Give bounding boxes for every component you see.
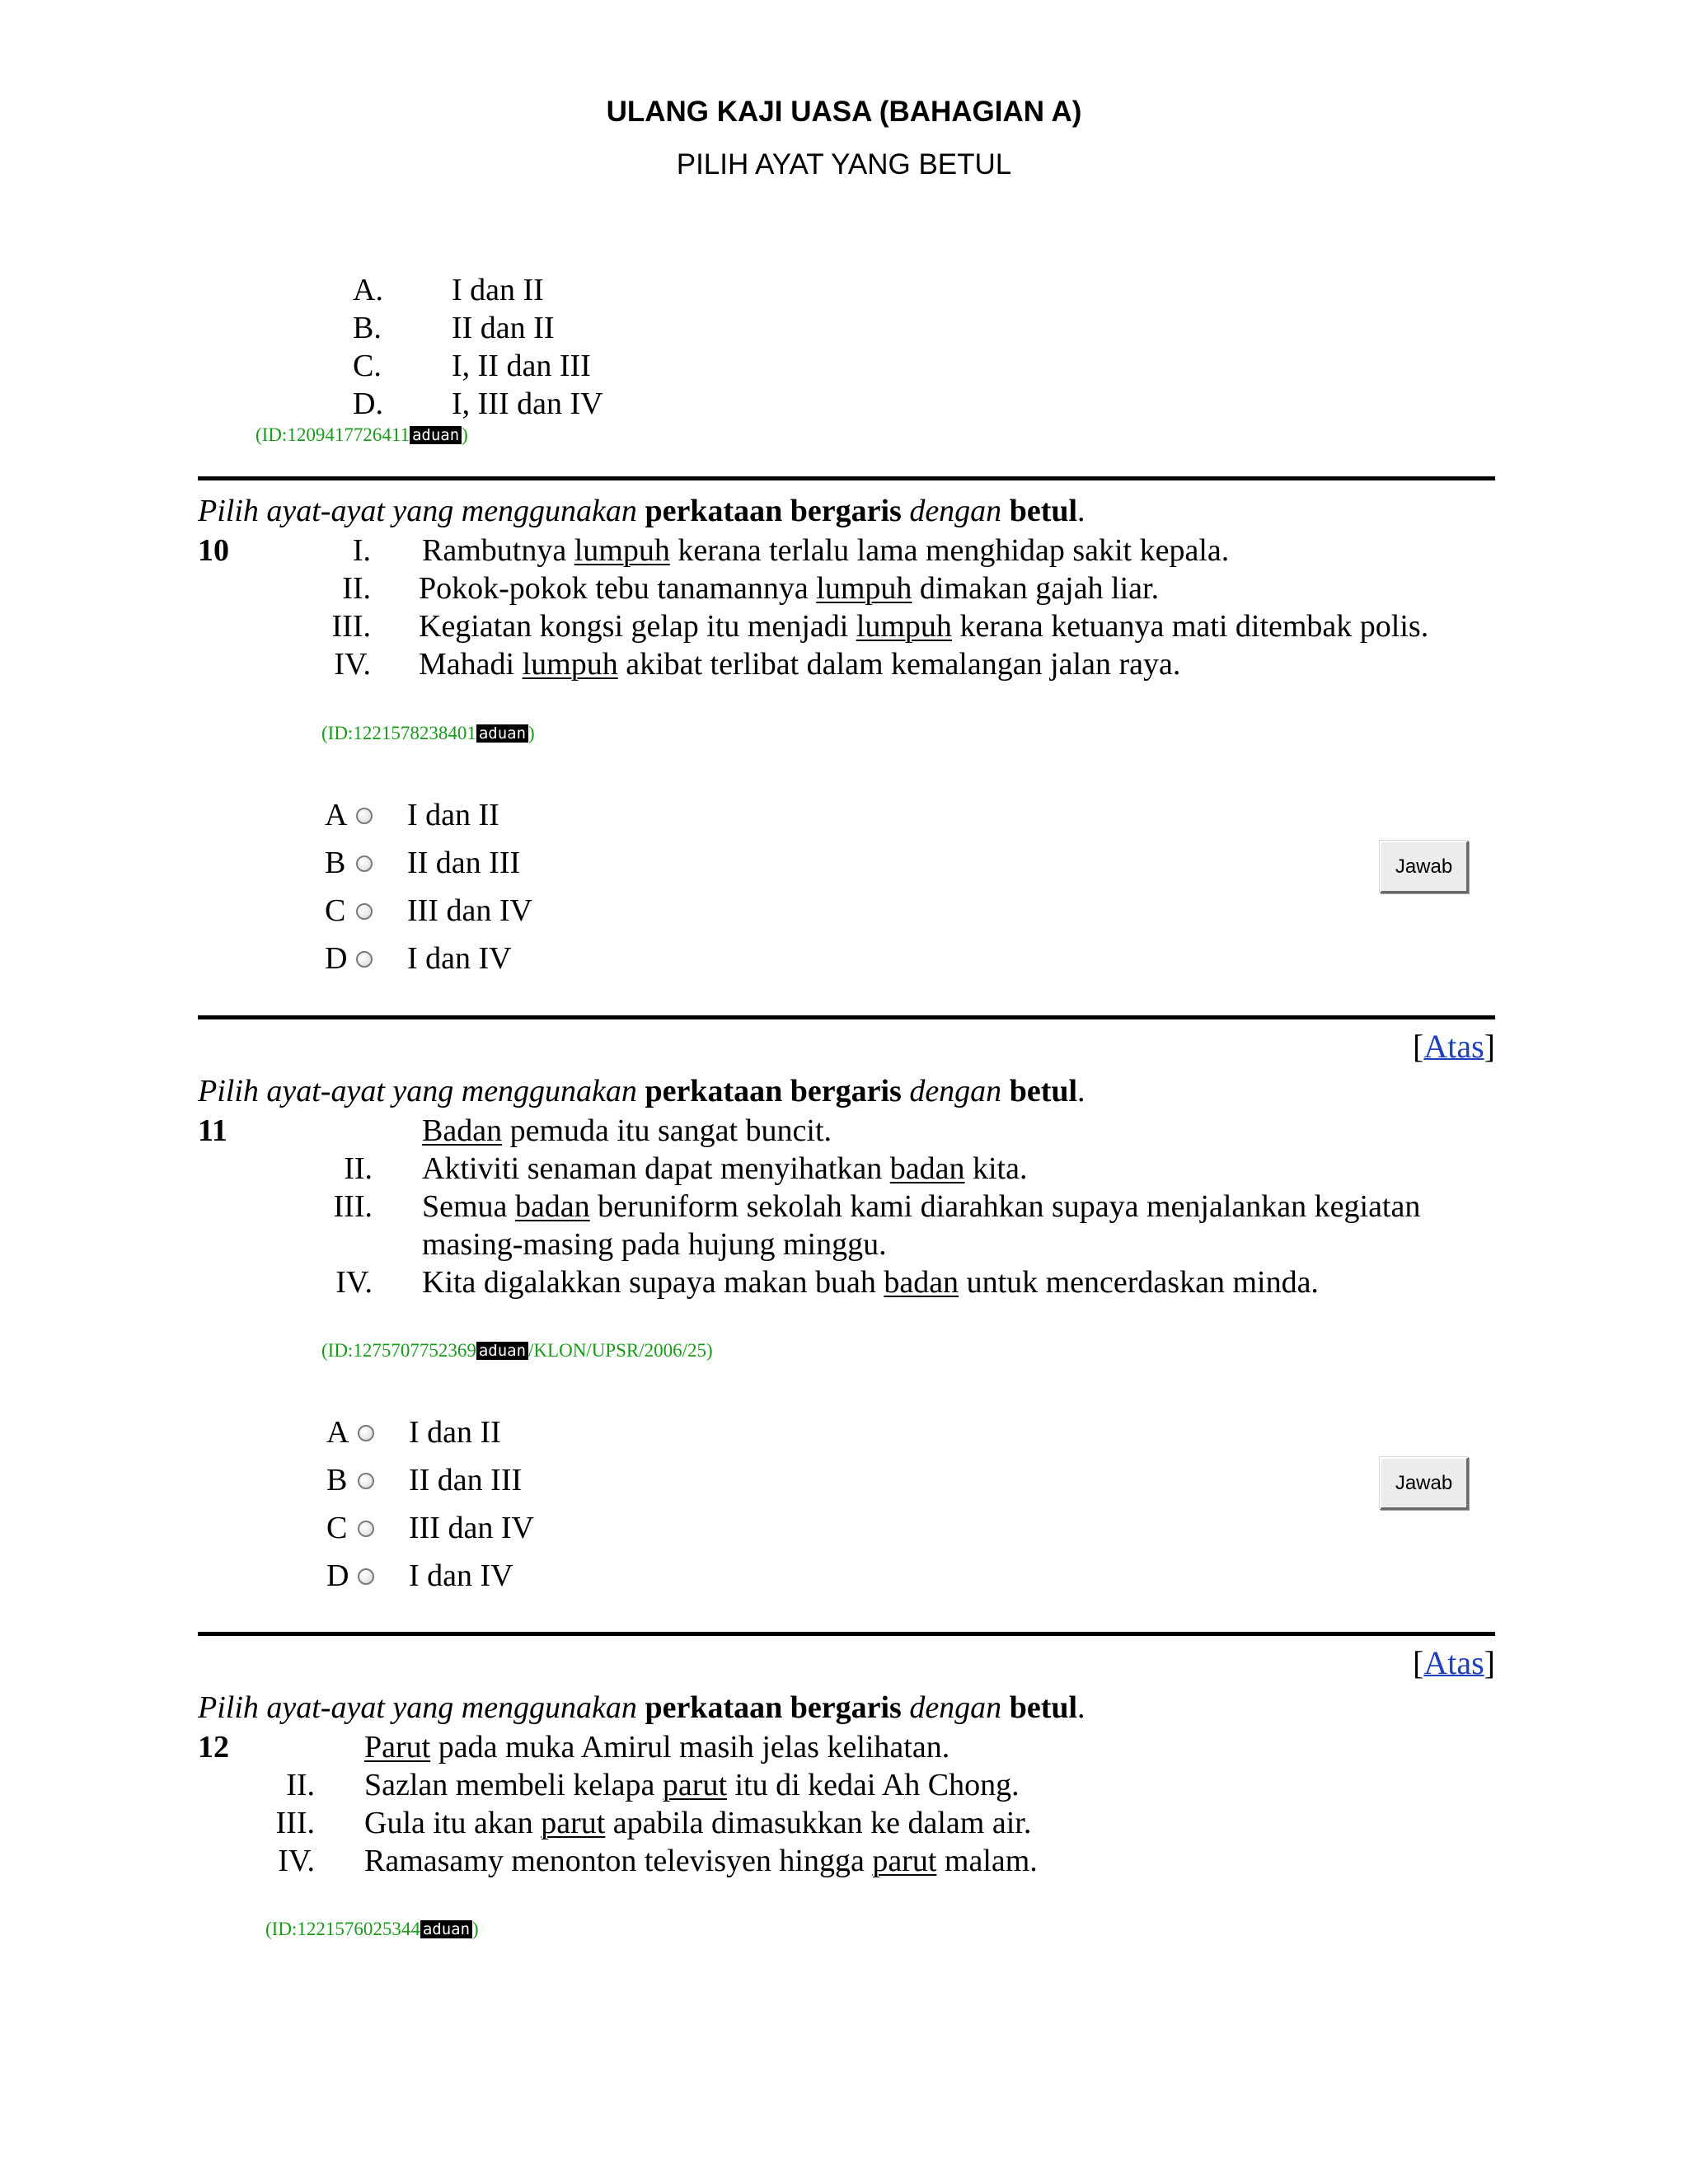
option-text: I dan II <box>407 798 499 832</box>
option-text: III dan IV <box>409 1511 534 1545</box>
roman-numeral: III. <box>331 609 371 644</box>
roman-numeral: I. <box>352 533 371 568</box>
page-title: ULANG KAJI UASA (BAHAGIAN A) <box>606 96 1082 128</box>
option-text: I dan II <box>409 1415 501 1450</box>
option-letter: D <box>326 1558 349 1593</box>
option-text: III dan IV <box>407 893 532 928</box>
atas-link-wrapper: [Atas] <box>1413 1028 1495 1065</box>
roman-numeral: IV. <box>278 1844 315 1878</box>
option-a-radio[interactable] <box>358 1425 374 1441</box>
question-id: (ID:1209417726411 aduan ) <box>256 424 468 445</box>
roman-numeral: IV. <box>335 1265 373 1300</box>
option-letter: C <box>325 893 346 928</box>
option-text: II dan III <box>409 1463 523 1497</box>
aduan-link[interactable]: aduan <box>476 724 528 743</box>
prev-option-letter: A. <box>353 273 383 307</box>
option-text: I dan IV <box>409 1558 513 1593</box>
atas-link-wrapper: [Atas] <box>1413 1644 1495 1681</box>
option-c-radio[interactable] <box>358 1521 374 1537</box>
option-b-radio[interactable] <box>356 855 373 872</box>
atas-link[interactable]: Atas <box>1423 1028 1484 1065</box>
sentence: Semua badan beruniform sekolah kami diarahkan supaya menjalankan kegiatan <box>422 1189 1421 1224</box>
sentence: Rambutnya lumpuh kerana terlalu lama menghidap sakit kepala. <box>422 533 1230 568</box>
sentence: Mahadi lumpuh akibat terlibat dalam kemalangan jalan raya. <box>419 647 1181 682</box>
atas-link[interactable]: Atas <box>1423 1644 1484 1681</box>
section-divider <box>198 476 1495 480</box>
question-number: 11 <box>198 1113 227 1148</box>
option-letter: B <box>325 846 346 880</box>
roman-numeral: II. <box>344 1151 373 1186</box>
option-letter: C <box>326 1511 348 1545</box>
section-divider <box>198 1015 1495 1019</box>
page-subtitle: PILIH AYAT YANG BETUL <box>676 148 1012 180</box>
sentence: Pokok-pokok tebu tanamannya lumpuh dimakan gajah liar. <box>419 571 1160 606</box>
prev-option-text: I, II dan III <box>452 349 591 383</box>
aduan-link[interactable]: aduan <box>420 1920 472 1938</box>
roman-numeral: III. <box>333 1189 373 1224</box>
question-id: (ID:1221576025344 aduan ) <box>265 1919 479 1939</box>
option-d-radio[interactable] <box>356 951 373 968</box>
prev-option-letter: B. <box>353 311 382 345</box>
prev-option-text: I dan II <box>452 273 544 307</box>
aduan-link[interactable]: aduan <box>410 426 462 444</box>
sentence: Kegiatan kongsi gelap itu menjadi lumpuh kerana ketuanya mati ditembak polis. <box>419 609 1429 644</box>
section-divider <box>198 1632 1495 1636</box>
question-instruction: Pilih ayat-ayat yang menggunakan perkataan bergaris dengan betul. <box>198 494 1085 528</box>
sentence: Sazlan membeli kelapa parut itu di kedai Ah Chong. <box>364 1768 1020 1802</box>
jawab-button[interactable]: Jawab <box>1380 841 1469 893</box>
prev-option-letter: C. <box>353 349 382 383</box>
question-instruction: Pilih ayat-ayat yang menggunakan perkataan bergaris dengan betul. <box>198 1690 1085 1725</box>
sentence: Badan pemuda itu sangat buncit. <box>422 1113 832 1148</box>
prev-option-text: II dan II <box>452 311 555 345</box>
option-letter: B <box>326 1463 348 1497</box>
sentence-continuation: masing-masing pada hujung minggu. <box>422 1227 887 1262</box>
roman-numeral: III. <box>275 1806 315 1840</box>
roman-numeral: IV. <box>334 647 371 682</box>
option-a-radio[interactable] <box>356 808 373 824</box>
option-letter: A <box>325 798 348 832</box>
sentence: Ramasamy menonton televisyen hingga parut malam. <box>364 1844 1038 1878</box>
roman-numeral: II. <box>342 571 371 606</box>
option-c-radio[interactable] <box>356 903 373 920</box>
question-id: (ID:1221578238401 aduan ) <box>321 723 535 743</box>
question-instruction: Pilih ayat-ayat yang menggunakan perkataan bergaris dengan betul. <box>198 1074 1085 1108</box>
option-letter: A <box>326 1415 349 1450</box>
option-letter: D <box>325 941 348 976</box>
option-d-radio[interactable] <box>358 1568 374 1585</box>
option-text: II dan III <box>407 846 521 880</box>
question-id: (ID:1275707752369 aduan /KLON/UPSR/2006/25) <box>321 1340 713 1361</box>
question-number: 10 <box>198 533 229 568</box>
sentence: Gula itu akan parut apabila dimasukkan ke dalam air. <box>364 1806 1032 1840</box>
option-b-radio[interactable] <box>358 1473 374 1489</box>
jawab-button[interactable]: Jawab <box>1380 1457 1469 1510</box>
sentence: Aktiviti senaman dapat menyihatkan badan kita. <box>422 1151 1028 1186</box>
roman-numeral: II. <box>286 1768 315 1802</box>
option-text: I dan IV <box>407 941 512 976</box>
prev-option-text: I, III dan IV <box>452 387 603 421</box>
sentence: Parut pada muka Amirul masih jelas kelihatan. <box>364 1730 950 1765</box>
prev-option-letter: D. <box>353 387 383 421</box>
sentence: Kita digalakkan supaya makan buah badan untuk mencerdaskan minda. <box>422 1265 1319 1300</box>
question-number: 12 <box>198 1730 229 1765</box>
aduan-link[interactable]: aduan <box>476 1342 528 1360</box>
